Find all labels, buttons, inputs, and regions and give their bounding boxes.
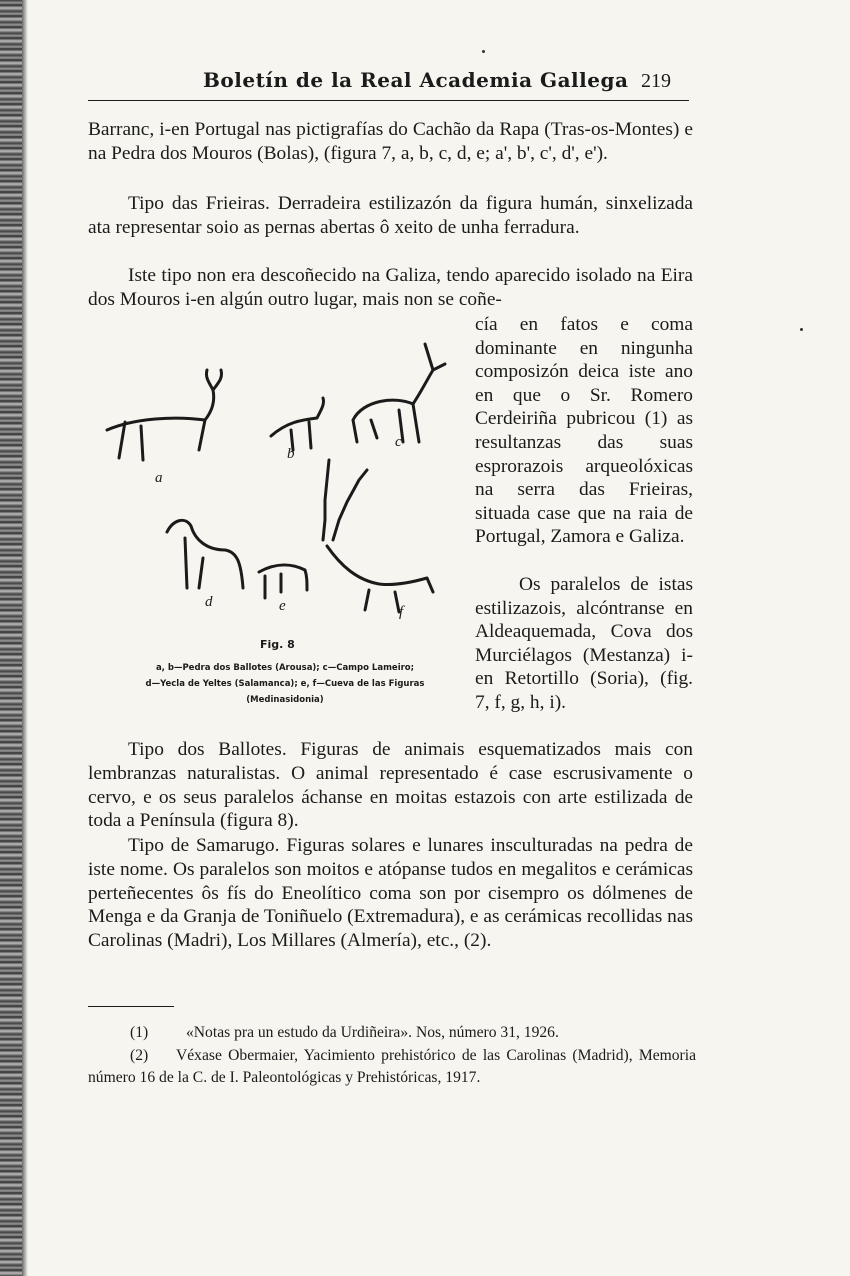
- paragraph-wrap-continuation: cía en fatos e coma dominante en ningunha composizón deica iste ano en que o Sr. Romero Cerdeiriña pubricou (1) as resultanzas das suas esprorazois arqueolóxicas na serra das Frieiras, situada case que na raia de Portugal, Zamora e Galiza.: [475, 314, 693, 548]
- figure-title: Fig. 8: [260, 638, 295, 651]
- paragraph-tipo-samarugo: Tipo de Samarugo. Figuras solares e lunares insculturadas na pedra de iste nome. Os paralelos son moitos e atópanse tudos en megalitos e cerámicas perteñecentes ôs fís do Eneolítico coma son por cisempro os dólmenes de Menga e da Granja de Toniñuelo (Extremadura), e as cerámicas recollidas nas Carolinas (Madri), Los Millares (Almería), etc., (2).: [88, 835, 693, 952]
- figure-label-a: a: [155, 470, 163, 486]
- paragraph-iste-tipo: Iste tipo non era descoñecido na Galiza, tendo aparecido isolado na Eira dos Mouros i-en algún outro lugar, mais non se coñe-: [88, 265, 693, 310]
- footnote-1-text: «Notas pra un estudo da Urdiñeira». Nos, número 31, 1926.: [186, 1024, 559, 1041]
- speck: [800, 328, 803, 331]
- footnote-rule: [88, 1006, 174, 1007]
- page-number: 219: [641, 70, 671, 92]
- animal-e: [259, 565, 307, 598]
- figure-label-b: b: [287, 446, 295, 462]
- paragraph-barranc: Barranc, i-en Portugal nas pictigrafías do Cachão da Rapa (Tras-os-Montes) e na Pedra dos Mouros (Bolas), (figura 7, a, b, c, d, e; a', b', c', d', e').: [88, 119, 693, 164]
- deer-f: [323, 460, 433, 612]
- deer-c: [353, 344, 445, 442]
- figure-caption: [118, 660, 452, 708]
- paragraph-tipo-ballotes: Tipo dos Ballotes. Figuras de animais esquematizados mais con lembranzas naturalistas. O animal representado é case escrusivamente o cervo, e os seus paralelos áchanse en moitas estazois con arte estilizada de toda a Península (figura 8).: [88, 739, 693, 832]
- animal-b: [271, 398, 324, 450]
- running-header: [88, 66, 689, 101]
- figure-label-d: d: [205, 594, 213, 610]
- page-edge-shadow: [22, 0, 28, 1276]
- rock-art-drawings: [95, 330, 465, 630]
- footnote-1-number: (1): [130, 1024, 149, 1041]
- footnote-2-number: (2): [130, 1047, 149, 1064]
- figure-caption-line-2: d—Yecla de Yeltes (Salamanca); e, f—Cueva de las Figuras (Medinasidonia): [145, 679, 425, 705]
- paragraph-paralelos: Os paralelos de istas estilizazois, alcóntranse en Aldeaquemada, Cova dos Murciélagos (Mestanza) i-en Retortillo (Soria), (fig. 7, f, g, h, i).: [475, 574, 693, 713]
- deer-a: [107, 370, 222, 460]
- footnote-2-text: Véxase Obermaier, Yacimiento prehistórico de las Carolinas (Madrid), Memoria número 16 de la C. de I. Paleontológicas y Prehistóricas, 1917.: [88, 1047, 696, 1086]
- figure-caption-line-1: a, b—Pedra dos Ballotes (Arousa); c—Campo Lameiro;: [155, 663, 415, 673]
- figure-label-f: f: [399, 604, 404, 620]
- figure-label-e: e: [279, 598, 286, 614]
- figure-label-c: c: [395, 434, 402, 450]
- paragraph-tipo-frieiras: Tipo das Frieiras. Derradeira estilizazón da figura humán, sinxelizada ata representar soio as pernas abertas ô xeito de unha ferradura.: [88, 193, 693, 238]
- speck: [482, 50, 485, 53]
- animal-d: [167, 520, 243, 588]
- journal-title: Boletín de la Real Academia Gallega: [203, 68, 629, 92]
- figure-8: [95, 330, 465, 630]
- scanned-page-edge: [0, 0, 22, 1276]
